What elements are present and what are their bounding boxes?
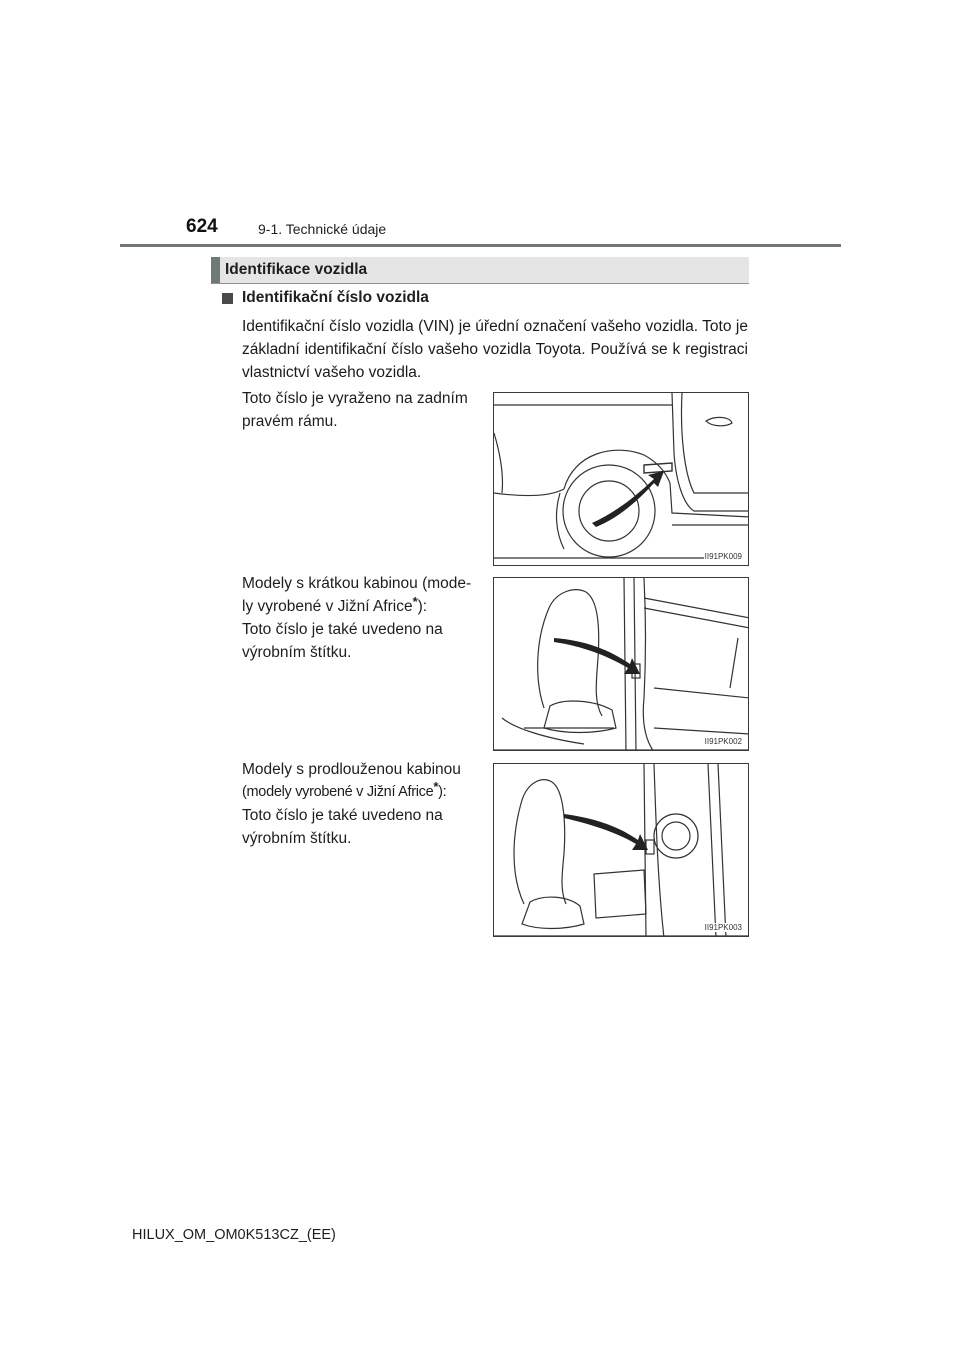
- section-heading-bar: [211, 257, 749, 283]
- square-bullet-icon: [222, 293, 233, 304]
- door-pillar-illustration: [494, 578, 749, 751]
- figure-code: II91PK003: [704, 923, 742, 932]
- asterisk-footnote: *: [412, 594, 418, 609]
- page-number: 624: [186, 216, 218, 237]
- document-footer: HILUX_OM_OM0K513CZ_(EE): [132, 1227, 336, 1243]
- asterisk-footnote: *: [433, 779, 439, 794]
- caption-line: Modely s prodlouženou kabinou: [242, 761, 461, 778]
- caption-text: (modely vyrobené v Jižní Africe: [242, 784, 434, 800]
- figure-extended-cab: [493, 763, 749, 937]
- caption-line: [242, 595, 486, 618]
- caption-line: výrobním štítku.: [242, 644, 352, 661]
- heading-accent: [211, 257, 220, 283]
- figure-code: II91PK002: [704, 737, 742, 746]
- header-rule: [120, 244, 841, 247]
- caption-line: Toto číslo je také uvedeno na: [242, 621, 443, 638]
- caption-line: Toto číslo je vyraženo na zadním: [242, 390, 468, 407]
- caption-text: ):: [417, 598, 428, 615]
- sub-heading: Identifikační číslo vozidla: [242, 289, 429, 306]
- caption-line: Toto číslo je také uvedeno na: [242, 807, 443, 824]
- heading-underline: [211, 283, 749, 284]
- caption-line: pravém rámu.: [242, 413, 338, 430]
- caption-line: Modely s krátkou kabinou (mode-: [242, 575, 472, 592]
- figure-short-cab: [493, 577, 749, 751]
- section-heading: Identifikace vozidla: [225, 261, 368, 278]
- rear-wheel-illustration: [494, 393, 749, 566]
- caption-line: výrobním štítku.: [242, 830, 352, 847]
- caption-line: [242, 781, 486, 804]
- extended-cab-illustration: [494, 764, 749, 937]
- caption-text: ly vyrobené v Jižní Africe: [242, 598, 413, 615]
- caption-short-cab: [242, 572, 486, 664]
- caption-rear-frame: [242, 387, 486, 433]
- figure-rear-frame: [493, 392, 749, 566]
- caption-extended-cab: [242, 758, 486, 850]
- section-title: 9-1. Technické údaje: [258, 221, 387, 237]
- intro-paragraph: Identifikační číslo vozidla (VIN) je úřední označení vašeho vozidla. Toto je základní identifikační číslo vašeho vozidla Toyota. Používá se k registraci vlastnictví vašeho vozidla.: [242, 318, 748, 381]
- caption-text: ):: [438, 784, 447, 800]
- figure-code: II91PK009: [704, 552, 742, 561]
